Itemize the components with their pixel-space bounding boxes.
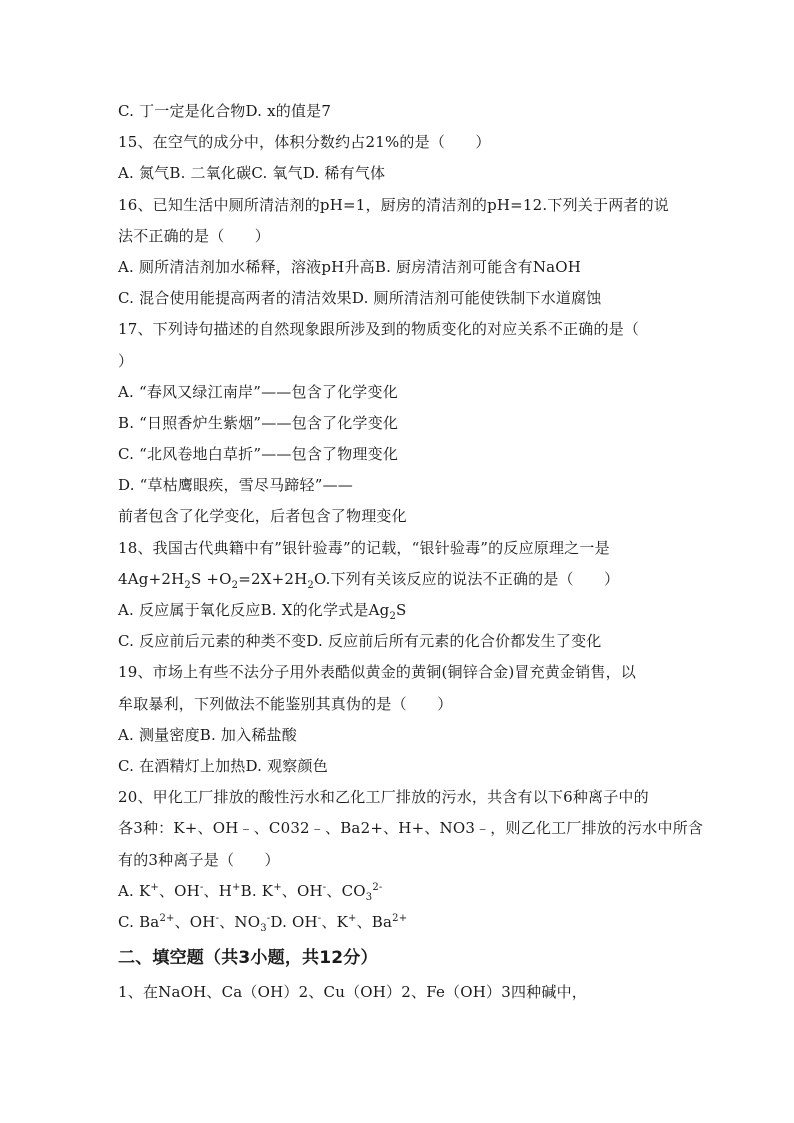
section-title: 二、填空题（共3小题，共12分） [118, 948, 378, 969]
question-18-options-ab: A. 反应属于氧化反应B. X的化学式是$Ag_2S$ [118, 601, 407, 622]
question-19: 19、市场上有些不法分子用外表酷似黄金的黄铜(铜锌合金)冒充黄金销售，以 [118, 663, 636, 682]
question-17-option-b: B. “日照香炉生紫烟”——包含了化学变化 [118, 413, 399, 432]
question-17-option-a: A. “春风又绿江南岸”——包含了化学变化 [118, 382, 398, 401]
question-16-cont: 法不正确的是（ ） [118, 226, 271, 245]
question-17: 17、下列诗句描述的自然现象跟所涉及到的物质变化的对应关系不正确的是（ [118, 320, 640, 339]
question-16-options-ab: A. 厕所清洁剂加水稀释，溶液pH升高B. 厨房清洁剂可能含有NaOH [118, 257, 582, 276]
question-19-options-cd: C. 在酒精灯上加热D. 观察颜色 [118, 756, 328, 775]
question-15: 15、在空气的成分中，体积分数约占21%的是（ ） [118, 133, 491, 152]
question-17-option-d-cont: 前者包含了化学变化，后者包含了物理变化 [118, 507, 407, 526]
question-16-options-cd: C. 混合使用能提高两者的清洁效果D. 厕所清洁剂可能使铁制下水道腐蚀 [118, 289, 602, 308]
question-20: 20、甲化工厂排放的酸性污水和乙化工厂排放的污水，共含有以下6种离子中的 [118, 788, 649, 807]
fill-question-1: 1、在NaOH、Ca（OH）2、Cu（OH）2、Fe（OH）3四种碱中， [118, 983, 587, 1002]
question-16: 16、已知生活中厕所清洁剂的pH=1，厨房的清洁剂的pH=12.下列关于两者的说 [118, 195, 669, 214]
question-18-options-cd: C. 反应前后元素的种类不变D. 反应前后所有元素的化合价都发生了变化 [118, 632, 602, 651]
question-20-options-cd: C. $Ba^{2+}$、OH-、$NO_3^-D$. OH-、K+、$Ba^{2+}$ [118, 912, 408, 934]
question-19-cont: 牟取暴利，下列做法不能鉴别其真伪的是（ ） [118, 694, 453, 713]
question-19-options-ab: A. 测量密度B. 加入稀盐酸 [118, 725, 297, 744]
text-line: C. 丁一定是化合物D. x的值是7 [118, 102, 332, 120]
question-20-cont2: 有的3种离子是（ ） [118, 850, 280, 869]
document-page [118, 96, 704, 1008]
question-17-cont: ） [118, 351, 134, 370]
question-18: 18、我国古代典籍中有”银针验毒”的记载，“银针验毒”的反应原理之一是 [118, 538, 610, 557]
question-20-cont: 各3种：K+、OH﹣、C032﹣、Ba2+、H+、NO3﹣，则乙化工厂排放的污水中所含 [118, 819, 704, 838]
question-17-option-c: C. “北风卷地白草折”——包含了物理变化 [118, 445, 399, 464]
question-18-equation: $4Ag+2H_2S +O_2=2X+2H_2O$.下列有关该反应的说法不正确的是（ ） [118, 569, 620, 591]
question-17-option-d: D. “草枯鹰眼疾，雪尽马蹄轻”—— [118, 476, 353, 495]
question-15-options: A. 氮气B. 二氧化碳C. 氧气D. 稀有气体 [118, 164, 386, 183]
question-20-options-ab: A. K+、OH-、H+B. K+、OH-、$CO_3^{2-}$ [118, 881, 383, 903]
